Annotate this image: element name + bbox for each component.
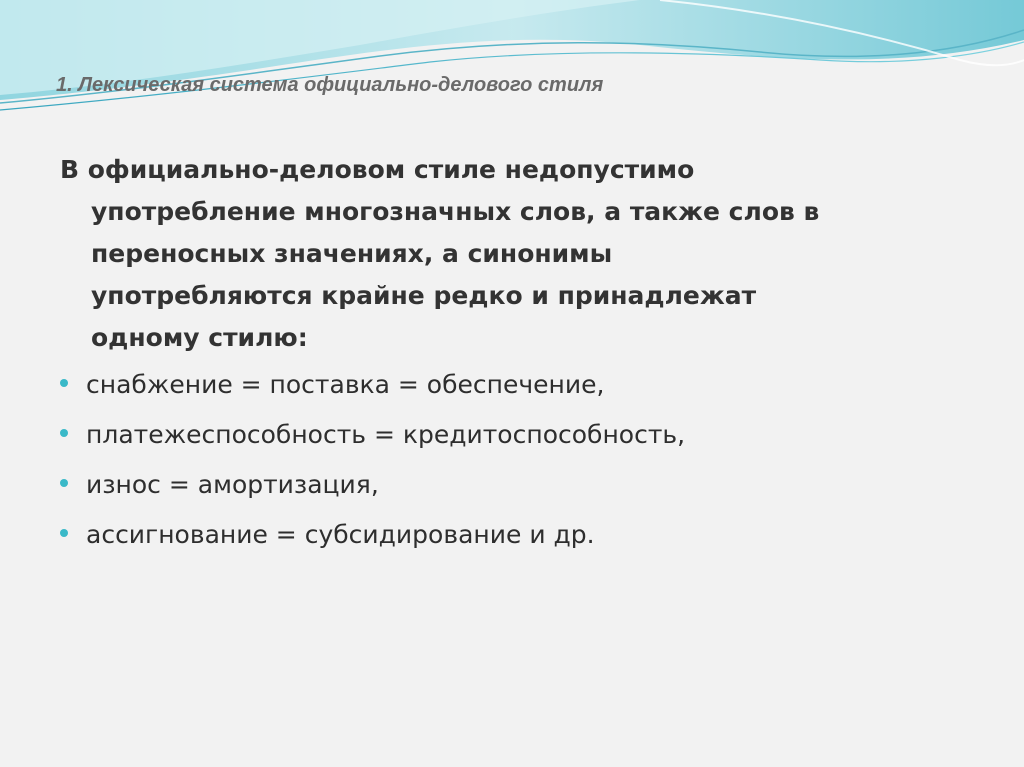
synonym-list (60, 364, 685, 564)
slide-title: 1. Лексическая система официально-делового стиля (56, 74, 604, 96)
bullet-dot-icon (60, 429, 68, 437)
list-item (60, 464, 685, 514)
list-item-text: ассигнование = субсидирование и др. (86, 520, 595, 549)
intro-line: переносных значениях, а синонимы (91, 239, 613, 268)
bullet-dot-icon (60, 379, 68, 387)
intro-line: В официально-деловом стиле недопустимо (60, 155, 695, 184)
list-item (60, 514, 685, 564)
list-item-text: снабжение = поставка = обеспечение, (86, 370, 605, 399)
list-item-text: износ = амортизация, (86, 470, 379, 499)
bullet-dot-icon (60, 479, 68, 487)
intro-line: одному стилю: (91, 323, 308, 352)
list-item (60, 414, 685, 464)
list-item (60, 364, 685, 414)
intro-paragraph (60, 149, 900, 359)
header-wave-decoration (0, 0, 1024, 120)
intro-line: употребление многозначных слов, а также слов в (91, 197, 820, 226)
bullet-dot-icon (60, 529, 68, 537)
list-item-text: платежеспособность = кредитоспособность, (86, 420, 686, 449)
intro-line: употребляются крайне редко и принадлежат (91, 281, 757, 310)
